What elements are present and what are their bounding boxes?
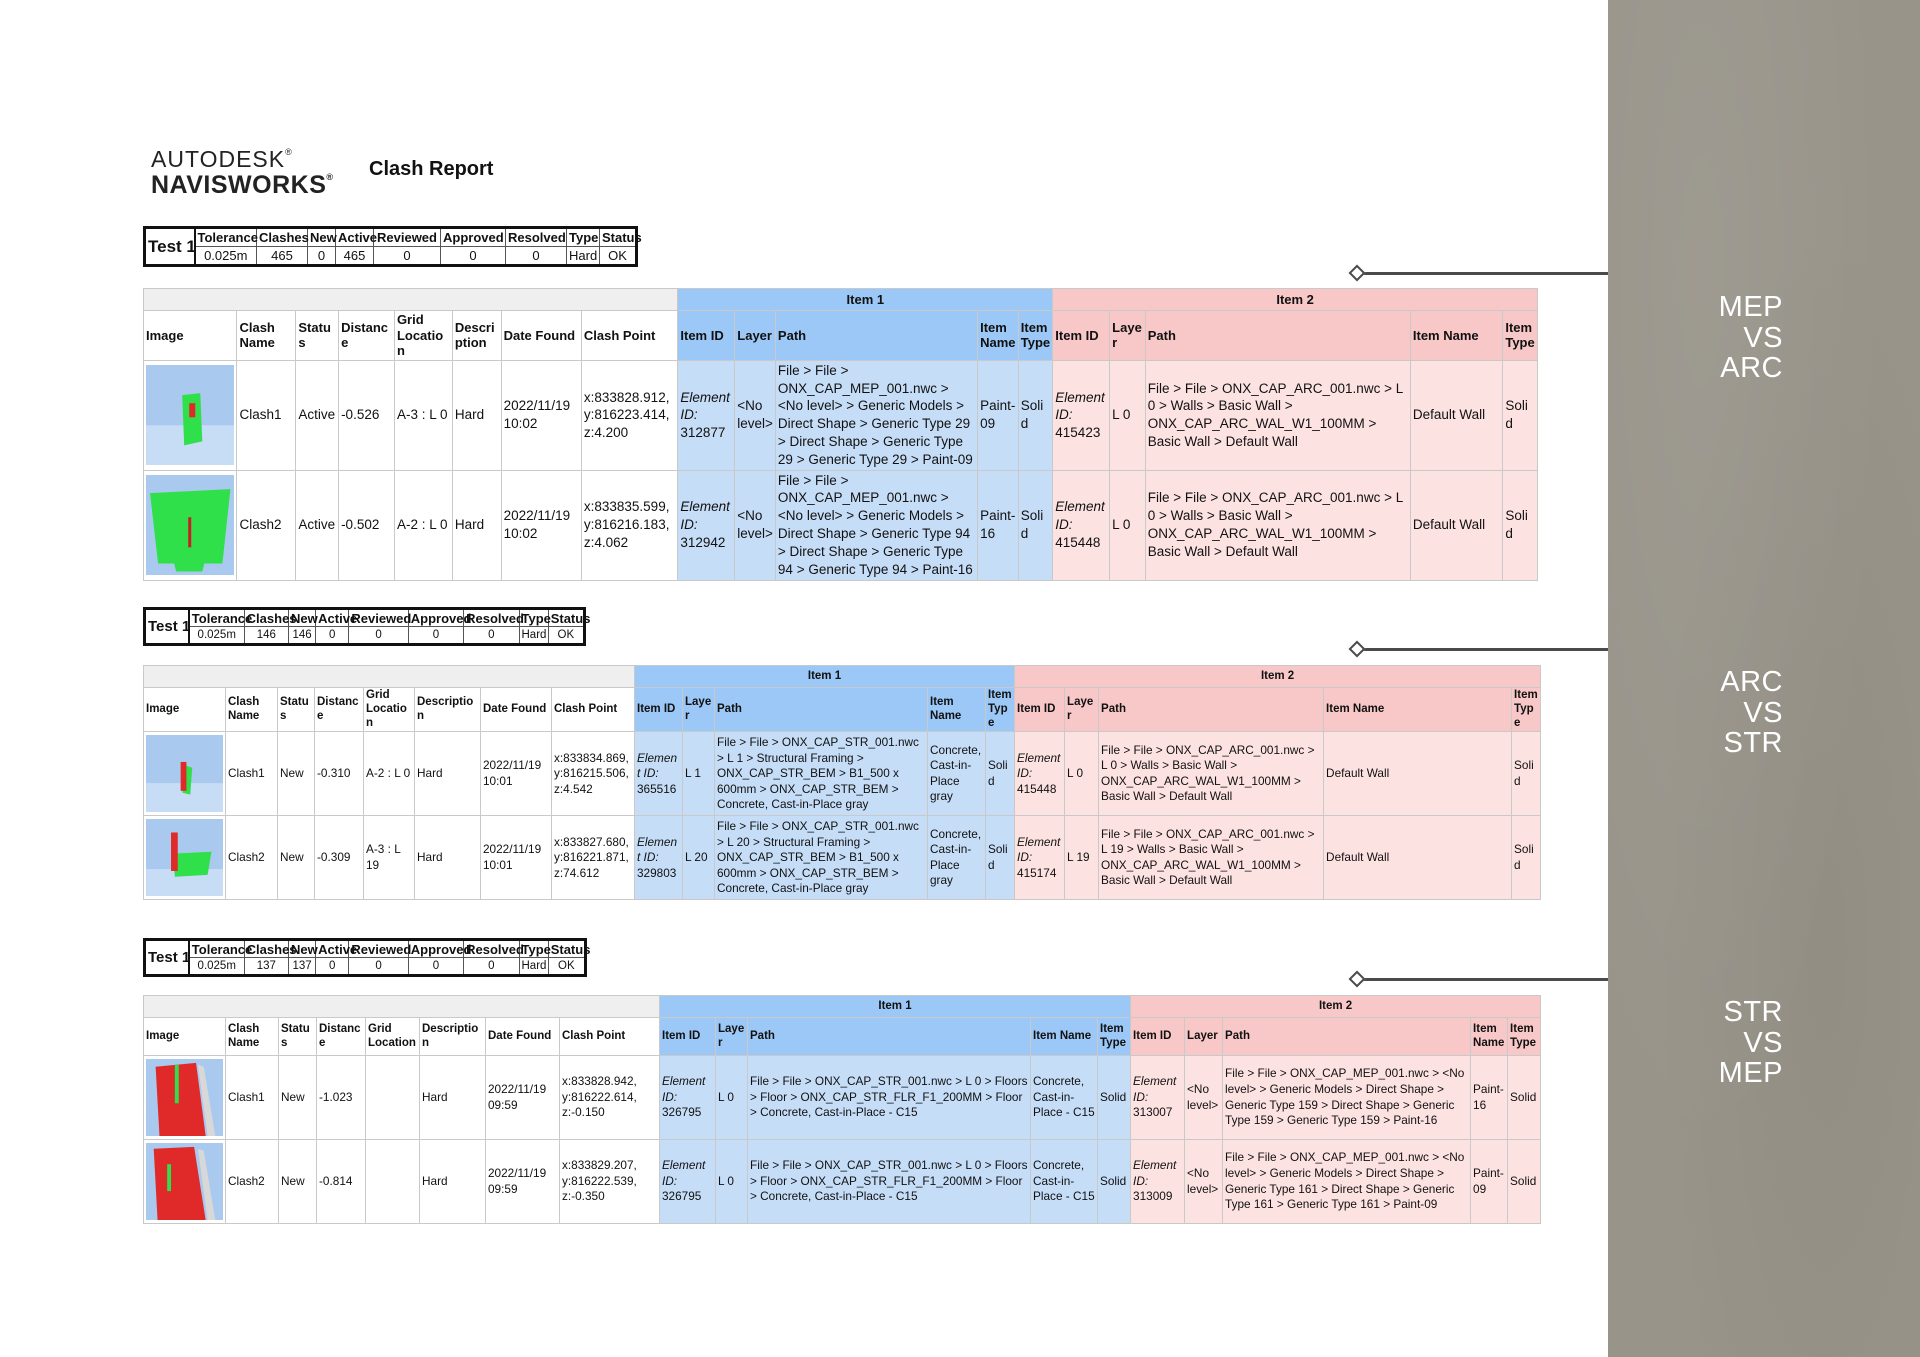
clash-thumbnail-image bbox=[146, 819, 223, 896]
clash-thumbnail-image bbox=[146, 1059, 223, 1136]
cell-item2-id bbox=[1131, 1056, 1185, 1140]
cell-item1-id bbox=[678, 470, 735, 580]
element-id-value: 329803 bbox=[637, 865, 677, 880]
cell-distance: -0.526 bbox=[339, 360, 395, 470]
cell-item2-path: File > File > ONX_CAP_MEP_001.nwc > <No level> > Generic Models > Direct Shape > Generic Type 159 > Direct Shape > Generic Type 159 > Generic Type 159 > Paint-16 bbox=[1223, 1056, 1471, 1140]
col-header-grid-location: Grid Location bbox=[366, 1018, 420, 1056]
summary-tolerance: 0.025m bbox=[195, 247, 257, 266]
col-header-date-found: Date Found bbox=[486, 1018, 560, 1056]
summary-approved: 0 bbox=[441, 247, 506, 266]
panel-label-arc-vs-str bbox=[1673, 667, 1783, 759]
cell-item1-name: Concrete, Cast-in-Place - C15 bbox=[1031, 1140, 1098, 1224]
table-row[interactable] bbox=[144, 1056, 1541, 1140]
cell-distance: -0.814 bbox=[317, 1140, 366, 1224]
cell-item2-id bbox=[1053, 360, 1110, 470]
col-header-item1-id: Item ID bbox=[635, 688, 683, 732]
table-row[interactable] bbox=[144, 816, 1541, 900]
summary-header: Resolved bbox=[464, 940, 519, 958]
element-id-value: 415174 bbox=[1017, 865, 1057, 880]
table-row[interactable] bbox=[144, 470, 1538, 580]
cell-item2-layer: <No level> bbox=[1185, 1056, 1223, 1140]
summary-type: Hard bbox=[519, 627, 548, 645]
col-header-item2-type: Item Type bbox=[1512, 688, 1541, 732]
col-header-item2-path: Path bbox=[1099, 688, 1324, 732]
autodesk-navisworks-logo: AUTODESK® NAVISWORKS® bbox=[151, 146, 334, 199]
cell-date-found: 2022/11/19 10:02 bbox=[501, 360, 581, 470]
cell-clash-point: x:833829.207, y:816222.539, z:-0.350 bbox=[560, 1140, 660, 1224]
panel-label-line: VS bbox=[1743, 696, 1783, 729]
cell-item1-path: File > File > ONX_CAP_STR_001.nwc > L 0 > Floors > Floor > ONX_CAP_STR_FLR_F1_200MM > Floor > Concrete, Cast-in-Place - C15 bbox=[748, 1140, 1031, 1224]
summary-approved: 0 bbox=[408, 627, 463, 645]
cell-item2-name: Default Wall bbox=[1324, 732, 1512, 816]
col-header-description: Description bbox=[452, 311, 501, 361]
cell-clash-point: x:833827.680, y:816221.871, z:74.612 bbox=[552, 816, 635, 900]
cell-item2-layer: L 0 bbox=[1110, 470, 1146, 580]
cell-item1-type: Solid bbox=[986, 816, 1015, 900]
cell-clash-name: Clash1 bbox=[226, 732, 278, 816]
summary-header: Type bbox=[519, 609, 548, 627]
group-header-item2: Item 2 bbox=[1131, 996, 1541, 1018]
clash-thumbnail-image bbox=[146, 365, 234, 466]
cell-description: Hard bbox=[452, 470, 501, 580]
col-header-item2-path: Path bbox=[1145, 311, 1410, 361]
summary-header: Type bbox=[519, 940, 548, 958]
col-header-clash-point: Clash Point bbox=[560, 1018, 660, 1056]
summary-header: Tolerance bbox=[195, 228, 257, 247]
cell-description: Hard bbox=[420, 1140, 486, 1224]
panel-label-mep-vs-arc bbox=[1673, 292, 1783, 384]
element-id-value: 313007 bbox=[1133, 1105, 1173, 1120]
cell-clash-point: x:833834.869, y:816215.506, z:4.542 bbox=[552, 732, 635, 816]
report-title: Clash Report bbox=[369, 158, 494, 180]
summary-header: Approved bbox=[441, 228, 506, 247]
cell-item2-type: Solid bbox=[1512, 816, 1541, 900]
cell-item1-path: File > File > ONX_CAP_STR_001.nwc > L 0 > Floors > Floor > ONX_CAP_STR_FLR_F1_200MM > Floor > Concrete, Cast-in-Place - C15 bbox=[748, 1056, 1031, 1140]
clash-thumbnail[interactable] bbox=[144, 470, 237, 580]
element-id-value: 415423 bbox=[1055, 425, 1101, 441]
group-header-blank bbox=[144, 996, 660, 1018]
cell-item2-id bbox=[1015, 732, 1065, 816]
element-id-value: 365516 bbox=[637, 781, 677, 796]
col-header-description: Description bbox=[415, 688, 481, 732]
col-header-distance: Distance bbox=[315, 688, 364, 732]
summary-header: Approved bbox=[408, 609, 463, 627]
col-header-item2-id: Item ID bbox=[1015, 688, 1065, 732]
summary-header: New bbox=[288, 940, 315, 958]
col-header-item1-layer: Layer bbox=[735, 311, 776, 361]
summary-reviewed: 0 bbox=[349, 958, 408, 976]
summary-header: Clashes bbox=[244, 940, 288, 958]
col-header-item1-name: Item Name bbox=[978, 311, 1019, 361]
cell-item2-id bbox=[1015, 816, 1065, 900]
cell-status: New bbox=[279, 1056, 317, 1140]
cell-item1-name: Concrete, Cast-in-Place gray bbox=[928, 732, 986, 816]
cell-item2-type: Solid bbox=[1512, 732, 1541, 816]
col-header-item2-id: Item ID bbox=[1053, 311, 1110, 361]
summary-status: OK bbox=[548, 958, 585, 976]
cell-item1-layer: L 0 bbox=[716, 1140, 748, 1224]
summary-active: 465 bbox=[336, 247, 374, 266]
summary-new: 0 bbox=[308, 247, 336, 266]
element-id-label: Element ID: bbox=[1017, 750, 1061, 781]
cell-date-found: 2022/11/19 10:01 bbox=[481, 732, 552, 816]
cell-item1-id bbox=[635, 816, 683, 900]
element-id-value: 312942 bbox=[680, 535, 726, 550]
col-header-item2-type: Item Type bbox=[1508, 1018, 1541, 1056]
col-header-item2-path: Path bbox=[1223, 1018, 1471, 1056]
col-header-status: Status bbox=[279, 1018, 317, 1056]
summary-header: New bbox=[308, 228, 336, 247]
group-header-item1: Item 1 bbox=[660, 996, 1131, 1018]
summary-test-name: Test 1 bbox=[145, 609, 189, 645]
summary-tolerance: 0.025m bbox=[189, 627, 244, 645]
clash-thumbnail[interactable] bbox=[144, 816, 226, 900]
cell-item2-type: Solid bbox=[1503, 470, 1538, 580]
cell-status: New bbox=[279, 1140, 317, 1224]
cell-distance: -1.023 bbox=[317, 1056, 366, 1140]
cell-item2-id bbox=[1053, 470, 1110, 580]
element-id-label: Element ID: bbox=[637, 834, 677, 865]
col-header-description: Description bbox=[420, 1018, 486, 1056]
logo-line1: AUTODESK bbox=[151, 146, 286, 172]
cell-grid-location: A-2 : L 0 bbox=[364, 732, 415, 816]
summary-header: Reviewed bbox=[374, 228, 441, 247]
cell-item1-layer: L 0 bbox=[716, 1056, 748, 1140]
summary-header: Type bbox=[567, 228, 600, 247]
element-id-value: 415448 bbox=[1017, 781, 1057, 796]
panel-label-line: MEP bbox=[1718, 1057, 1783, 1090]
cell-item2-name: Default Wall bbox=[1410, 470, 1502, 580]
summary-clashes: 146 bbox=[244, 627, 288, 645]
connector-diamond-1 bbox=[1349, 265, 1366, 282]
col-header-item1-path: Path bbox=[775, 311, 977, 361]
panel-label-line: STR bbox=[1723, 996, 1783, 1028]
cell-item2-type: Solid bbox=[1508, 1140, 1541, 1224]
cell-item2-path: File > File > ONX_CAP_ARC_001.nwc > L 19 > Walls > Basic Wall > ONX_CAP_ARC_WAL_W1_100MM > Basic Wall > Default Wall bbox=[1099, 816, 1324, 900]
group-header-item1: Item 1 bbox=[678, 289, 1053, 311]
panel-label-line: ARC bbox=[1720, 352, 1783, 385]
cell-item1-id bbox=[660, 1140, 716, 1224]
col-header-item2-layer: Layer bbox=[1110, 311, 1146, 361]
element-id-label: Element ID: bbox=[637, 750, 677, 781]
cell-description: Hard bbox=[452, 360, 501, 470]
cell-grid-location: A-3 : L 19 bbox=[364, 816, 415, 900]
col-header-image: Image bbox=[144, 311, 237, 361]
cell-description: Hard bbox=[420, 1056, 486, 1140]
clash-thumbnail[interactable] bbox=[144, 360, 237, 470]
cell-item2-name: Paint-16 bbox=[1471, 1056, 1508, 1140]
cell-item2-layer: L 0 bbox=[1110, 360, 1146, 470]
col-header-item2-name: Item Name bbox=[1410, 311, 1502, 361]
summary-header: New bbox=[288, 609, 315, 627]
cell-item2-layer: L 0 bbox=[1065, 732, 1099, 816]
group-header-blank bbox=[144, 289, 678, 311]
col-header-item2-type: Item Type bbox=[1503, 311, 1538, 361]
group-header-blank bbox=[144, 666, 635, 688]
table-row[interactable] bbox=[144, 732, 1541, 816]
element-id-label: Element ID: bbox=[1133, 1074, 1177, 1104]
element-id-value: 312877 bbox=[680, 425, 726, 441]
cell-item1-type: Solid bbox=[986, 732, 1015, 816]
element-id-label: Element ID: bbox=[1055, 499, 1105, 533]
group-header-item1: Item 1 bbox=[635, 666, 1015, 688]
col-header-item1-type: Item Type bbox=[1098, 1018, 1131, 1056]
cell-item2-type: Solid bbox=[1508, 1056, 1541, 1140]
cell-item1-path: File > File > ONX_CAP_MEP_001.nwc > <No level> > Generic Models > Direct Shape > Generic Type 29 > Direct Shape > Generic Type 29 > Generic Type 29 > Paint-09 bbox=[775, 360, 977, 470]
summary-test-name: Test 1 bbox=[145, 228, 195, 266]
summary-header: Resolved bbox=[506, 228, 567, 247]
col-header-clash-point: Clash Point bbox=[552, 688, 635, 732]
cell-item1-path: File > File > ONX_CAP_MEP_001.nwc > <No level> > Generic Models > Direct Shape > Generic Type 94 > Direct Shape > Generic Type 94 > Generic Type 94 > Paint-16 bbox=[775, 470, 977, 580]
clash-detail-table-1 bbox=[143, 288, 1538, 581]
summary-clashes: 137 bbox=[244, 958, 288, 976]
col-header-status: Status bbox=[296, 311, 339, 361]
cell-date-found: 2022/11/19 09:59 bbox=[486, 1140, 560, 1224]
summary-clashes: 465 bbox=[257, 247, 308, 266]
element-id-label: Element ID: bbox=[680, 499, 730, 533]
cell-item1-layer: <No level> bbox=[735, 470, 776, 580]
cell-item2-path: File > File > ONX_CAP_ARC_001.nwc > L 0 > Walls > Basic Wall > ONX_CAP_ARC_WAL_W1_100MM > Basic Wall > Default Wall bbox=[1145, 470, 1410, 580]
cell-description: Hard bbox=[415, 816, 481, 900]
summary-new: 146 bbox=[288, 627, 315, 645]
col-header-distance: Distance bbox=[339, 311, 395, 361]
col-header-status: Status bbox=[278, 688, 315, 732]
summary-header: Active bbox=[316, 609, 349, 627]
cell-item2-path: File > File > ONX_CAP_ARC_001.nwc > L 0 > Walls > Basic Wall > ONX_CAP_ARC_WAL_W1_100MM > Basic Wall > Default Wall bbox=[1145, 360, 1410, 470]
col-header-image: Image bbox=[144, 1018, 226, 1056]
col-header-grid-location: Grid Location bbox=[364, 688, 415, 732]
connector-diamond-2 bbox=[1349, 641, 1366, 658]
summary-resolved: 0 bbox=[464, 627, 519, 645]
clash-thumbnail-image bbox=[146, 735, 223, 812]
table-row[interactable] bbox=[144, 1140, 1541, 1224]
col-header-item2-name: Item Name bbox=[1324, 688, 1512, 732]
cell-item1-name: Paint-09 bbox=[978, 360, 1019, 470]
cell-date-found: 2022/11/19 10:01 bbox=[481, 816, 552, 900]
element-id-label: Element ID: bbox=[680, 389, 730, 423]
element-id-value: 326795 bbox=[662, 1189, 702, 1204]
summary-header: Active bbox=[316, 940, 349, 958]
cell-item2-type: Solid bbox=[1503, 360, 1538, 470]
cell-item1-id bbox=[678, 360, 735, 470]
cell-item1-path: File > File > ONX_CAP_STR_001.nwc > L 1 > Structural Framing > ONX_CAP_STR_BEM > B1_500 x 600mm > ONX_CAP_STR_BEM > Concrete, Cast-in-Place gray bbox=[715, 732, 928, 816]
element-id-value: 415448 bbox=[1055, 535, 1101, 550]
cell-item2-name: Default Wall bbox=[1324, 816, 1512, 900]
clash-detail-table-2 bbox=[143, 665, 1541, 900]
clash-thumbnail[interactable] bbox=[144, 1140, 226, 1224]
col-header-date-found: Date Found bbox=[501, 311, 581, 361]
group-header-item2: Item 2 bbox=[1015, 666, 1541, 688]
summary-table-1 bbox=[143, 226, 642, 267]
col-header-image: Image bbox=[144, 688, 226, 732]
cell-item1-id bbox=[660, 1056, 716, 1140]
summary-resolved: 0 bbox=[464, 958, 519, 976]
cell-status: New bbox=[278, 816, 315, 900]
table-row[interactable] bbox=[144, 360, 1538, 470]
cell-description: Hard bbox=[415, 732, 481, 816]
summary-type: Hard bbox=[519, 958, 548, 976]
element-id-label: Element ID: bbox=[662, 1158, 706, 1188]
summary-approved: 0 bbox=[408, 958, 463, 976]
summary-status: OK bbox=[600, 247, 637, 266]
cell-clash-name: Clash1 bbox=[226, 1056, 279, 1140]
summary-table-2 bbox=[143, 607, 591, 646]
summary-new: 137 bbox=[288, 958, 315, 976]
element-id-value: 326795 bbox=[662, 1105, 702, 1120]
col-header-item2-layer: Layer bbox=[1065, 688, 1099, 732]
clash-thumbnail-image bbox=[146, 475, 234, 576]
summary-reviewed: 0 bbox=[374, 247, 441, 266]
cell-clash-name: Clash1 bbox=[237, 360, 296, 470]
col-header-clash-name: Clash Name bbox=[226, 688, 278, 732]
panel-label-line: VS bbox=[1743, 321, 1783, 354]
summary-header: Clashes bbox=[244, 609, 288, 627]
col-header-distance: Distance bbox=[317, 1018, 366, 1056]
cell-item1-path: File > File > ONX_CAP_STR_001.nwc > L 20 > Structural Framing > ONX_CAP_STR_BEM > B1_500 x 600mm > ONX_CAP_STR_BEM > Concrete, Cast-in-Place gray bbox=[715, 816, 928, 900]
col-header-item2-layer: Layer bbox=[1185, 1018, 1223, 1056]
cell-item2-id bbox=[1131, 1140, 1185, 1224]
cell-item2-layer: L 19 bbox=[1065, 816, 1099, 900]
clash-thumbnail[interactable] bbox=[144, 1056, 226, 1140]
cell-date-found: 2022/11/19 09:59 bbox=[486, 1056, 560, 1140]
panel-label-line: STR bbox=[1723, 727, 1783, 760]
col-header-item1-layer: Layer bbox=[716, 1018, 748, 1056]
cell-item1-type: Solid bbox=[1098, 1140, 1131, 1224]
cell-status: New bbox=[278, 732, 315, 816]
summary-reviewed: 0 bbox=[349, 627, 408, 645]
element-id-label: Element ID: bbox=[1017, 834, 1061, 865]
col-header-item1-path: Path bbox=[748, 1018, 1031, 1056]
element-id-label: Element ID: bbox=[1133, 1158, 1177, 1188]
col-header-item1-layer: Layer bbox=[683, 688, 715, 732]
cell-item1-id bbox=[635, 732, 683, 816]
group-header-item2: Item 2 bbox=[1053, 289, 1538, 311]
summary-header: Status bbox=[548, 940, 585, 958]
summary-resolved: 0 bbox=[506, 247, 567, 266]
cell-clash-name: Clash2 bbox=[226, 1140, 279, 1224]
cell-item2-layer: <No level> bbox=[1185, 1140, 1223, 1224]
panel-label-line: MEP bbox=[1718, 291, 1783, 323]
element-id-label: Element ID: bbox=[662, 1074, 706, 1104]
cell-clash-point: x:833835.599, y:816216.183, z:4.062 bbox=[581, 470, 678, 580]
col-header-item1-name: Item Name bbox=[928, 688, 986, 732]
cell-grid-location: A-3 : L 0 bbox=[394, 360, 452, 470]
cell-item1-layer: L 1 bbox=[683, 732, 715, 816]
cell-status: Active bbox=[296, 360, 339, 470]
cell-grid-location bbox=[366, 1056, 420, 1140]
cell-item1-type: Solid bbox=[1018, 360, 1053, 470]
summary-status: OK bbox=[548, 627, 584, 645]
summary-header: Reviewed bbox=[349, 940, 408, 958]
panel-label-str-vs-mep bbox=[1673, 997, 1783, 1089]
col-header-item1-type: Item Type bbox=[1018, 311, 1053, 361]
element-id-label: Element ID: bbox=[1055, 389, 1105, 423]
summary-header: Approved bbox=[408, 940, 463, 958]
cell-grid-location: A-2 : L 0 bbox=[394, 470, 452, 580]
summary-header: Active bbox=[336, 228, 374, 247]
summary-header: Tolerance bbox=[189, 940, 244, 958]
cell-distance: -0.502 bbox=[339, 470, 395, 580]
col-header-item1-id: Item ID bbox=[678, 311, 735, 361]
cell-item1-layer: <No level> bbox=[735, 360, 776, 470]
col-header-date-found: Date Found bbox=[481, 688, 552, 732]
summary-header: Clashes bbox=[257, 228, 308, 247]
panel-label-line: ARC bbox=[1720, 666, 1783, 698]
summary-header: Resolved bbox=[464, 609, 519, 627]
cell-clash-name: Clash2 bbox=[226, 816, 278, 900]
cell-date-found: 2022/11/19 10:02 bbox=[501, 470, 581, 580]
connector-diamond-3 bbox=[1349, 971, 1366, 988]
summary-active: 0 bbox=[316, 958, 349, 976]
cell-item1-name: Concrete, Cast-in-Place - C15 bbox=[1031, 1056, 1098, 1140]
cell-item2-name: Paint-09 bbox=[1471, 1140, 1508, 1224]
cell-distance: -0.309 bbox=[315, 816, 364, 900]
cell-item1-name: Paint-16 bbox=[978, 470, 1019, 580]
summary-tolerance: 0.025m bbox=[189, 958, 244, 976]
col-header-item2-name: Item Name bbox=[1471, 1018, 1508, 1056]
col-header-item1-type: Item Type bbox=[986, 688, 1015, 732]
summary-header: Status bbox=[600, 228, 637, 247]
cell-grid-location bbox=[366, 1140, 420, 1224]
logo-line2: NAVISWORKS bbox=[151, 171, 327, 199]
summary-header: Status bbox=[548, 609, 584, 627]
summary-type: Hard bbox=[567, 247, 600, 266]
cell-distance: -0.310 bbox=[315, 732, 364, 816]
cell-item2-path: File > File > ONX_CAP_ARC_001.nwc > L 0 > Walls > Basic Wall > ONX_CAP_ARC_WAL_W1_100MM > Basic Wall > Default Wall bbox=[1099, 732, 1324, 816]
cell-item2-path: File > File > ONX_CAP_MEP_001.nwc > <No level> > Generic Models > Direct Shape > Generic Type 161 > Direct Shape > Generic Type 161 > Generic Type 161 > Paint-09 bbox=[1223, 1140, 1471, 1224]
panel-label-line: VS bbox=[1743, 1026, 1783, 1059]
clash-thumbnail[interactable] bbox=[144, 732, 226, 816]
summary-header: Reviewed bbox=[349, 609, 408, 627]
cell-item1-type: Solid bbox=[1098, 1056, 1131, 1140]
cell-clash-point: x:833828.942, y:816222.614, z:-0.150 bbox=[560, 1056, 660, 1140]
cell-item1-type: Solid bbox=[1018, 470, 1053, 580]
col-header-grid-location: Grid Location bbox=[394, 311, 452, 361]
element-id-value: 313009 bbox=[1133, 1189, 1173, 1204]
cell-status: Active bbox=[296, 470, 339, 580]
summary-test-name: Test 1 bbox=[145, 940, 189, 976]
cell-item1-layer: L 20 bbox=[683, 816, 715, 900]
col-header-item1-name: Item Name bbox=[1031, 1018, 1098, 1056]
col-header-item1-path: Path bbox=[715, 688, 928, 732]
col-header-clash-name: Clash Name bbox=[237, 311, 296, 361]
cell-clash-name: Clash2 bbox=[237, 470, 296, 580]
clash-thumbnail-image bbox=[146, 1143, 223, 1220]
col-header-clash-point: Clash Point bbox=[581, 311, 678, 361]
col-header-item2-id: Item ID bbox=[1131, 1018, 1185, 1056]
cell-item2-name: Default Wall bbox=[1410, 360, 1502, 470]
clash-detail-table-3 bbox=[143, 995, 1541, 1224]
summary-header: Tolerance bbox=[189, 609, 244, 627]
col-header-clash-name: Clash Name bbox=[226, 1018, 279, 1056]
summary-table-3 bbox=[143, 938, 591, 977]
col-header-item1-id: Item ID bbox=[660, 1018, 716, 1056]
cell-item1-name: Concrete, Cast-in-Place gray bbox=[928, 816, 986, 900]
cell-clash-point: x:833828.912, y:816223.414, z:4.200 bbox=[581, 360, 678, 470]
summary-active: 0 bbox=[316, 627, 349, 645]
